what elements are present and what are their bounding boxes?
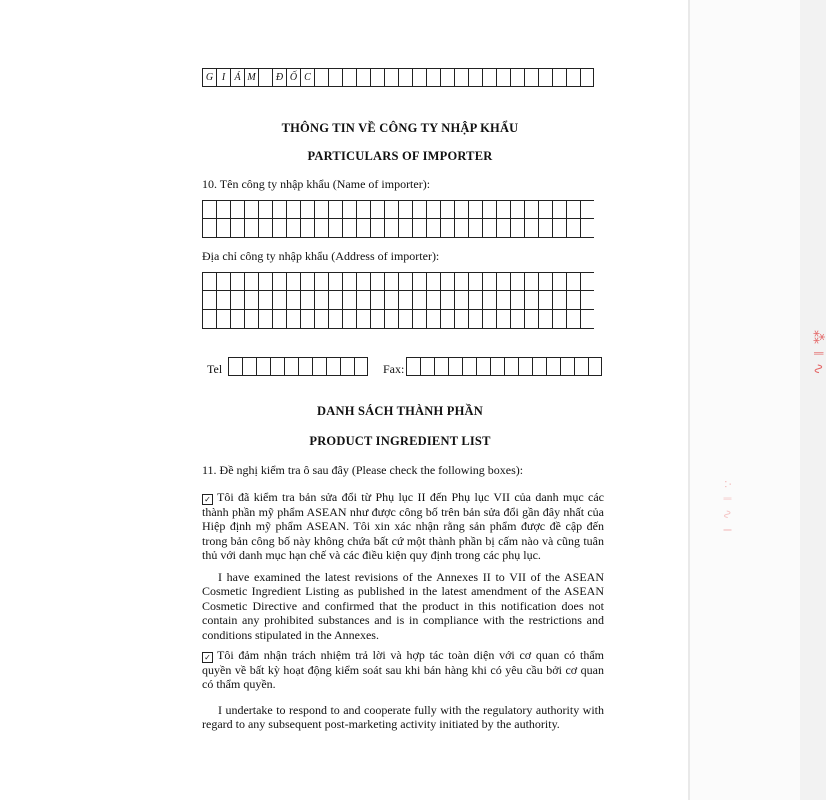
char-box[interactable] xyxy=(328,291,342,310)
char-box[interactable] xyxy=(476,357,490,376)
char-box[interactable] xyxy=(370,272,384,291)
char-box[interactable] xyxy=(216,310,230,329)
char-box[interactable] xyxy=(440,291,454,310)
char-box[interactable] xyxy=(454,68,468,87)
char-box[interactable] xyxy=(426,68,440,87)
char-box[interactable]: G xyxy=(202,68,216,87)
char-box[interactable] xyxy=(398,68,412,87)
char-box[interactable] xyxy=(552,200,566,219)
char-box[interactable] xyxy=(312,357,326,376)
char-box[interactable] xyxy=(244,219,258,238)
char-box[interactable] xyxy=(566,272,580,291)
char-box[interactable] xyxy=(384,291,398,310)
page-edge xyxy=(688,0,690,800)
char-box[interactable] xyxy=(580,219,594,238)
char-box[interactable] xyxy=(490,357,504,376)
char-box[interactable]: Á xyxy=(230,68,244,87)
char-box[interactable] xyxy=(342,272,356,291)
box-row xyxy=(202,219,594,238)
declaration-en-1: I have examined the latest revisions of the Annexes II to VII of the ASEAN Cosmetic Ingredient Listing as published in the latest amendment of the ASEAN Cosmetic Directive and confirmed that the product in this notification does not contain any prohibited substances and is in compliance with the restrictions and conditions stipulated in the Annexes. xyxy=(202,570,604,642)
char-box[interactable] xyxy=(244,272,258,291)
char-box[interactable] xyxy=(286,310,300,329)
char-box[interactable] xyxy=(398,219,412,238)
char-box[interactable] xyxy=(286,291,300,310)
char-box[interactable] xyxy=(370,310,384,329)
checkbox-2[interactable]: ✓ xyxy=(202,652,213,663)
char-box[interactable] xyxy=(454,310,468,329)
char-box[interactable] xyxy=(538,272,552,291)
char-box[interactable] xyxy=(356,68,370,87)
char-box[interactable] xyxy=(440,219,454,238)
char-box[interactable] xyxy=(588,357,602,376)
char-box[interactable] xyxy=(580,272,594,291)
char-box[interactable] xyxy=(300,219,314,238)
char-box[interactable] xyxy=(342,291,356,310)
char-box[interactable]: Đ xyxy=(272,68,286,87)
char-box[interactable] xyxy=(242,357,256,376)
char-box[interactable] xyxy=(340,357,354,376)
char-box[interactable] xyxy=(574,357,588,376)
char-box[interactable] xyxy=(398,272,412,291)
char-box[interactable] xyxy=(580,68,594,87)
char-box[interactable] xyxy=(468,291,482,310)
char-box[interactable] xyxy=(300,200,314,219)
char-box[interactable] xyxy=(420,357,434,376)
check-instruction: 11. Đề nghị kiểm tra ô sau đây (Please check the following boxes): xyxy=(202,463,524,477)
char-box[interactable] xyxy=(284,357,298,376)
char-box[interactable] xyxy=(426,272,440,291)
char-box[interactable] xyxy=(202,310,216,329)
char-box[interactable] xyxy=(384,272,398,291)
char-box[interactable] xyxy=(228,357,242,376)
char-box[interactable] xyxy=(560,357,574,376)
char-box[interactable]: I xyxy=(216,68,230,87)
char-box[interactable]: C xyxy=(300,68,314,87)
char-box[interactable] xyxy=(370,68,384,87)
char-box[interactable] xyxy=(510,200,524,219)
char-box[interactable] xyxy=(566,291,580,310)
char-box[interactable] xyxy=(510,68,524,87)
char-box[interactable] xyxy=(384,68,398,87)
ingredients-title-en: PRODUCT INGREDIENT LIST xyxy=(309,434,491,448)
char-box[interactable] xyxy=(272,200,286,219)
char-box[interactable] xyxy=(326,357,340,376)
char-box[interactable] xyxy=(510,310,524,329)
char-box[interactable] xyxy=(482,291,496,310)
char-box[interactable] xyxy=(370,219,384,238)
char-box[interactable] xyxy=(552,272,566,291)
char-box[interactable] xyxy=(342,310,356,329)
char-box[interactable] xyxy=(496,200,510,219)
importer-title-en: PARTICULARS OF IMPORTER xyxy=(307,149,493,163)
char-box[interactable] xyxy=(328,68,342,87)
tel-label: Tel xyxy=(207,362,223,376)
fax-label: Fax: xyxy=(383,362,405,376)
char-box[interactable] xyxy=(258,200,272,219)
char-box[interactable] xyxy=(462,357,476,376)
char-box[interactable] xyxy=(342,219,356,238)
importer-title-vi: THÔNG TIN VỀ CÔNG TY NHẬP KHẨU xyxy=(281,121,519,135)
char-box[interactable] xyxy=(314,310,328,329)
char-box[interactable] xyxy=(524,219,538,238)
char-box[interactable] xyxy=(482,68,496,87)
char-box[interactable] xyxy=(426,200,440,219)
char-box[interactable] xyxy=(412,200,426,219)
char-box[interactable] xyxy=(230,219,244,238)
char-box[interactable] xyxy=(510,272,524,291)
char-box[interactable] xyxy=(286,219,300,238)
char-box[interactable] xyxy=(328,219,342,238)
char-box[interactable] xyxy=(398,200,412,219)
char-box[interactable] xyxy=(370,291,384,310)
char-box[interactable] xyxy=(342,68,356,87)
char-box[interactable] xyxy=(244,200,258,219)
char-box[interactable] xyxy=(272,291,286,310)
importer-name-boxes[interactable] xyxy=(202,200,594,238)
char-box[interactable] xyxy=(566,310,580,329)
char-box[interactable] xyxy=(482,200,496,219)
importer-address-boxes[interactable] xyxy=(202,272,594,329)
char-box[interactable] xyxy=(454,200,468,219)
declaration-en-2: I undertake to respond to and cooperate fully with the regulatory authority with regard to any subsequent post-marketing activity initiated by the authority. xyxy=(202,703,604,732)
char-box[interactable] xyxy=(468,68,482,87)
char-box[interactable] xyxy=(538,200,552,219)
char-box[interactable] xyxy=(482,310,496,329)
char-box[interactable] xyxy=(270,357,284,376)
char-box[interactable] xyxy=(496,310,510,329)
char-box[interactable] xyxy=(434,357,448,376)
char-box[interactable] xyxy=(566,219,580,238)
char-box[interactable] xyxy=(356,272,370,291)
box-row xyxy=(202,272,594,291)
char-box[interactable] xyxy=(510,219,524,238)
char-box[interactable] xyxy=(258,272,272,291)
char-box[interactable] xyxy=(448,357,462,376)
char-box[interactable] xyxy=(328,272,342,291)
char-box[interactable] xyxy=(580,310,594,329)
char-box[interactable] xyxy=(328,200,342,219)
char-box[interactable]: M xyxy=(244,68,258,87)
char-box[interactable] xyxy=(328,310,342,329)
char-box[interactable] xyxy=(286,272,300,291)
char-box[interactable] xyxy=(342,200,356,219)
char-box[interactable] xyxy=(300,310,314,329)
tel-boxes[interactable] xyxy=(228,357,368,376)
box-row xyxy=(202,200,594,219)
declaration-vi-1 xyxy=(202,490,604,563)
char-box[interactable] xyxy=(384,200,398,219)
char-box[interactable] xyxy=(496,68,510,87)
char-box[interactable] xyxy=(314,272,328,291)
char-box[interactable] xyxy=(454,291,468,310)
scan-margin xyxy=(690,0,800,800)
char-box[interactable] xyxy=(354,357,368,376)
char-box[interactable] xyxy=(314,291,328,310)
char-box[interactable] xyxy=(552,310,566,329)
char-box[interactable] xyxy=(370,200,384,219)
char-box[interactable] xyxy=(552,291,566,310)
box-row xyxy=(202,310,594,329)
char-box[interactable] xyxy=(524,200,538,219)
char-box[interactable] xyxy=(538,68,552,87)
char-box[interactable] xyxy=(398,291,412,310)
char-box[interactable] xyxy=(440,310,454,329)
char-box[interactable] xyxy=(258,291,272,310)
director-name-boxes xyxy=(202,68,594,87)
char-box[interactable] xyxy=(406,357,420,376)
declaration-vi-1-text: Tôi đã kiểm tra bản sửa đổi từ Phụ lục II đến Phụ lục VII của danh mục các thành phần mỹ phẩm ASEAN như được công bố trên bản sửa đổi gần đây nhất của Hiệp định mỹ phẩm ASEAN. Tôi xin xác nhận rằng sản phẩm được đề cập đến trong bản công bố này không chứa bất cứ một thành phần bị cấm nào và cũng tuân thủ với danh mục hạn chế và các điều kiện quy định trong các phụ lục. xyxy=(202,490,604,563)
char-box[interactable] xyxy=(580,200,594,219)
char-box[interactable] xyxy=(454,219,468,238)
char-box[interactable] xyxy=(286,200,300,219)
char-box[interactable] xyxy=(202,272,216,291)
importer-address-label: Địa chỉ công ty nhập khẩu (Address of importer): xyxy=(202,249,440,263)
char-box[interactable] xyxy=(258,68,272,87)
char-box[interactable] xyxy=(384,219,398,238)
declaration-vi-2 xyxy=(202,648,604,692)
importer-name-label: 10. Tên công ty nhập khẩu (Name of importer): xyxy=(202,177,431,191)
char-box[interactable] xyxy=(356,219,370,238)
char-box[interactable] xyxy=(230,200,244,219)
char-box[interactable] xyxy=(412,68,426,87)
char-box[interactable] xyxy=(468,219,482,238)
char-box[interactable] xyxy=(202,219,216,238)
faint-stamp-mark: ∴ ‖ ∿ ‖ xyxy=(720,480,735,535)
char-box[interactable] xyxy=(566,68,580,87)
char-box[interactable] xyxy=(356,291,370,310)
char-box[interactable] xyxy=(412,291,426,310)
char-box[interactable] xyxy=(314,219,328,238)
char-box[interactable] xyxy=(314,200,328,219)
char-box[interactable] xyxy=(244,310,258,329)
char-box[interactable] xyxy=(256,357,270,376)
char-box[interactable] xyxy=(314,68,328,87)
char-box[interactable] xyxy=(538,219,552,238)
char-box[interactable] xyxy=(300,272,314,291)
char-box[interactable] xyxy=(546,357,560,376)
char-box[interactable] xyxy=(216,272,230,291)
char-box[interactable] xyxy=(230,310,244,329)
char-box[interactable] xyxy=(552,219,566,238)
char-box[interactable] xyxy=(216,219,230,238)
char-box[interactable] xyxy=(496,219,510,238)
char-box[interactable] xyxy=(566,200,580,219)
char-box[interactable] xyxy=(202,200,216,219)
char-box[interactable] xyxy=(496,272,510,291)
char-box[interactable] xyxy=(482,272,496,291)
char-box[interactable] xyxy=(518,357,532,376)
char-box[interactable] xyxy=(298,357,312,376)
box-row xyxy=(202,291,594,310)
char-box[interactable] xyxy=(300,291,314,310)
char-box[interactable] xyxy=(412,219,426,238)
char-box[interactable] xyxy=(272,219,286,238)
char-box[interactable] xyxy=(524,310,538,329)
char-box[interactable] xyxy=(524,291,538,310)
char-box[interactable] xyxy=(244,291,258,310)
char-box[interactable] xyxy=(468,272,482,291)
ingredients-title-vi: DANH SÁCH THÀNH PHẦN xyxy=(317,404,483,418)
char-box[interactable] xyxy=(482,219,496,238)
red-stamp-mark: ⁂ ‖ ∿ xyxy=(810,330,825,377)
char-box[interactable] xyxy=(426,291,440,310)
char-box[interactable] xyxy=(216,291,230,310)
char-box[interactable] xyxy=(216,200,230,219)
fax-boxes[interactable] xyxy=(406,357,602,376)
char-box[interactable] xyxy=(538,310,552,329)
char-box[interactable] xyxy=(272,310,286,329)
char-box[interactable] xyxy=(524,68,538,87)
char-box[interactable] xyxy=(426,310,440,329)
char-box[interactable] xyxy=(510,291,524,310)
char-box[interactable] xyxy=(504,357,518,376)
char-box[interactable] xyxy=(532,357,546,376)
char-box[interactable] xyxy=(230,291,244,310)
char-box[interactable] xyxy=(440,272,454,291)
char-box[interactable] xyxy=(384,310,398,329)
char-box[interactable] xyxy=(538,291,552,310)
char-box[interactable] xyxy=(356,200,370,219)
char-box[interactable] xyxy=(468,310,482,329)
char-box[interactable] xyxy=(468,200,482,219)
char-box[interactable] xyxy=(412,310,426,329)
char-box[interactable]: Ố xyxy=(286,68,300,87)
char-box[interactable] xyxy=(230,272,244,291)
char-box[interactable] xyxy=(202,291,216,310)
char-box[interactable] xyxy=(398,310,412,329)
char-box[interactable] xyxy=(258,310,272,329)
char-box[interactable] xyxy=(580,291,594,310)
char-box[interactable] xyxy=(454,272,468,291)
checkbox-1[interactable]: ✓ xyxy=(202,494,213,505)
char-box[interactable] xyxy=(426,219,440,238)
char-box[interactable] xyxy=(412,272,426,291)
char-box[interactable] xyxy=(496,291,510,310)
char-box[interactable] xyxy=(272,272,286,291)
char-box[interactable] xyxy=(524,272,538,291)
char-box[interactable] xyxy=(552,68,566,87)
char-box[interactable] xyxy=(440,68,454,87)
char-box[interactable] xyxy=(440,200,454,219)
declaration-vi-2-text: Tôi đảm nhận trách nhiệm trả lời và hợp tác toàn diện với cơ quan có thẩm quyền về bất kỳ hoạt động kiểm soát sau khi bán hàng khi có yêu cầu bởi cơ quan có thẩm quyền. xyxy=(202,648,604,692)
char-box[interactable] xyxy=(258,219,272,238)
char-box[interactable] xyxy=(356,310,370,329)
